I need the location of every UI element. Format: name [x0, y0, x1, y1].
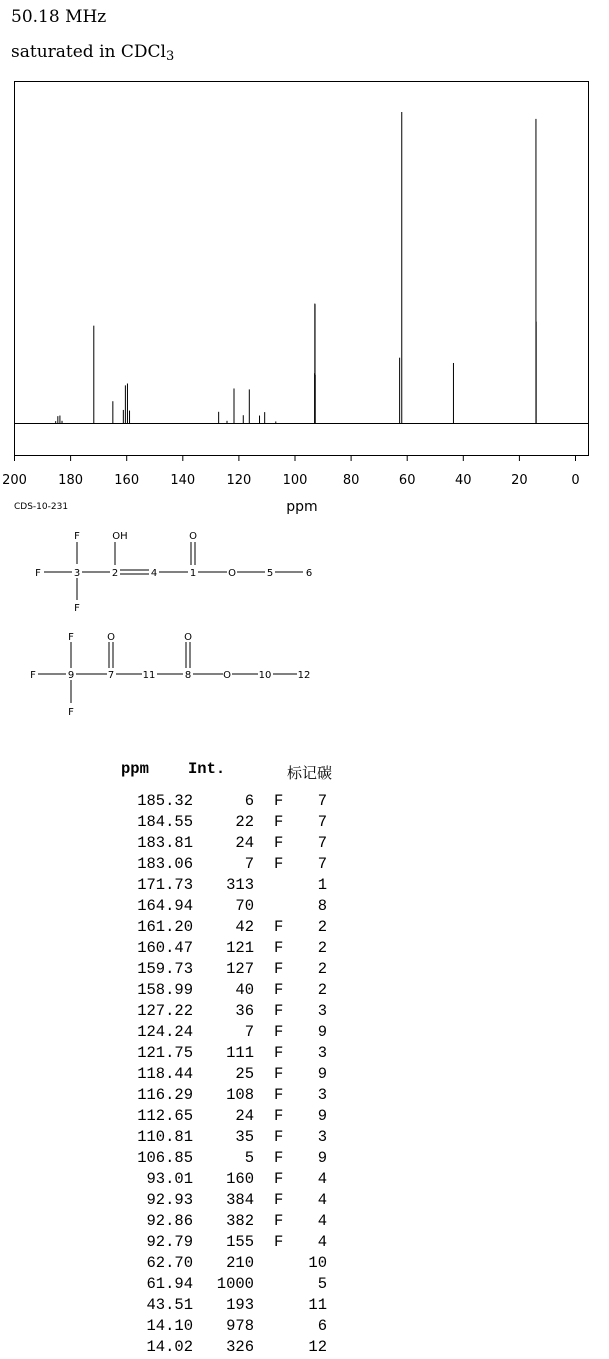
row-carbon-label: 8: [317, 897, 327, 915]
row-carbon-label: 3: [317, 1086, 327, 1104]
x-tick-label-0: 0: [571, 473, 580, 488]
row-intensity: 70: [235, 897, 254, 915]
mol1-atom-f-top: F: [74, 531, 80, 542]
col-header-intensity: Int.: [188, 760, 226, 778]
row-fluorine-flag: F: [274, 855, 284, 873]
mol2-atom-c10: 10: [258, 670, 272, 681]
row-intensity: 382: [226, 1212, 254, 1230]
row-ppm: 183.81: [137, 834, 193, 852]
row-ppm: 106.85: [137, 1149, 193, 1167]
row-ppm: 185.32: [137, 792, 193, 810]
row-carbon-label: 7: [317, 834, 327, 852]
row-ppm: 171.73: [137, 876, 193, 894]
molecule-structures: [0, 520, 360, 720]
row-ppm: 160.47: [137, 939, 193, 957]
mol1-atom-c4: 4: [150, 568, 158, 579]
mol2-atom-f-bottom: F: [68, 707, 74, 718]
row-fluorine-flag: F: [274, 1233, 284, 1251]
row-intensity: 160: [226, 1170, 254, 1188]
row-carbon-label: 4: [317, 1233, 327, 1251]
x-tick-label-200: 200: [2, 473, 27, 488]
mol2-atom-c7: 7: [107, 670, 115, 681]
mol1-bonds: [44, 542, 303, 600]
row-ppm: 164.94: [137, 897, 193, 915]
row-intensity: 121: [226, 939, 254, 957]
row-intensity: 7: [244, 1023, 254, 1041]
row-carbon-label: 1: [317, 876, 327, 894]
row-ppm: 118.44: [137, 1065, 193, 1083]
row-carbon-label: 4: [317, 1191, 327, 1209]
mol1-atom-o-ester: O: [228, 568, 236, 579]
mol2-atom-o8: O: [184, 632, 192, 643]
mol2-atom-c8: 8: [184, 670, 192, 681]
row-fluorine-flag: F: [274, 792, 284, 810]
row-carbon-label: 3: [317, 1002, 327, 1020]
row-carbon-label: 9: [317, 1149, 327, 1167]
plot-frame: [15, 82, 589, 456]
row-ppm: 93.01: [146, 1170, 193, 1188]
row-intensity: 25: [235, 1065, 254, 1083]
row-fluorine-flag: F: [274, 1128, 284, 1146]
row-carbon-label: 3: [317, 1044, 327, 1062]
row-ppm: 92.86: [146, 1212, 193, 1230]
row-intensity: 5: [244, 1149, 254, 1167]
row-carbon-label: 2: [317, 981, 327, 999]
solvent-text: saturated in CDCl: [11, 42, 166, 62]
row-carbon-label: 6: [317, 1317, 327, 1335]
row-carbon-label: 2: [317, 939, 327, 957]
x-tick-label-80: 80: [342, 473, 360, 488]
row-intensity: 22: [235, 813, 254, 831]
row-ppm: 159.73: [137, 960, 193, 978]
mol1-atom-oh: OH: [112, 531, 128, 542]
row-carbon-label: 2: [317, 918, 327, 936]
mol1-atom-o-carbonyl: O: [189, 531, 197, 542]
row-fluorine-flag: F: [274, 1002, 284, 1020]
row-fluorine-flag: F: [274, 1191, 284, 1209]
nmr-spectrum-chart: [0, 0, 609, 520]
mol1-atom-c5: 5: [266, 568, 274, 579]
row-ppm: 116.29: [137, 1086, 193, 1104]
x-tick-label-100: 100: [282, 473, 308, 488]
mol1-atom-c2: 2: [111, 568, 119, 579]
spectrometer-frequency: 50.18 MHz: [11, 7, 107, 27]
mol1-atom-c1: 1: [189, 568, 197, 579]
row-intensity: 108: [226, 1086, 254, 1104]
mol2-atom-f-top: F: [68, 632, 74, 643]
row-fluorine-flag: F: [274, 981, 284, 999]
row-intensity: 978: [226, 1317, 254, 1335]
row-intensity: 35: [235, 1128, 254, 1146]
row-ppm: 14.10: [146, 1317, 193, 1335]
row-ppm: 127.22: [137, 1002, 193, 1020]
row-carbon-label: 9: [317, 1065, 327, 1083]
row-ppm: 112.65: [137, 1107, 193, 1125]
mol2-atom-c12: 12: [297, 670, 311, 681]
row-fluorine-flag: F: [274, 834, 284, 852]
row-carbon-label: 9: [317, 1107, 327, 1125]
mol1-atom-f-left: F: [35, 568, 41, 579]
row-ppm: 62.70: [146, 1254, 193, 1272]
row-fluorine-flag: F: [274, 1149, 284, 1167]
row-intensity: 210: [226, 1254, 254, 1272]
x-tick-label-160: 160: [114, 473, 140, 488]
row-intensity: 40: [235, 981, 254, 999]
row-intensity: 384: [226, 1191, 254, 1209]
peak-group: [56, 112, 536, 423]
row-ppm: 183.06: [137, 855, 193, 873]
x-axis-ticks: [2, 455, 580, 488]
row-ppm: 121.75: [137, 1044, 193, 1062]
row-fluorine-flag: F: [274, 939, 284, 957]
mol1-atom-f-bottom: F: [74, 603, 80, 614]
row-ppm: 124.24: [137, 1023, 193, 1041]
row-intensity: 7: [244, 855, 254, 873]
row-ppm: 184.55: [137, 813, 193, 831]
x-tick-label-120: 120: [226, 473, 252, 488]
mol2-atom-f-left: F: [30, 670, 36, 681]
solvent-subscript: 3: [165, 49, 175, 64]
row-carbon-label: 3: [317, 1128, 327, 1146]
row-ppm: 158.99: [137, 981, 193, 999]
row-fluorine-flag: F: [274, 1107, 284, 1125]
row-intensity: 24: [235, 834, 254, 852]
mol2-atom-o-ester: O: [223, 670, 231, 681]
row-carbon-label: 2: [317, 960, 327, 978]
row-intensity: 111: [226, 1044, 254, 1062]
mol1-atom-c6: 6: [305, 568, 313, 579]
row-intensity: 6: [244, 792, 254, 810]
row-intensity: 326: [226, 1338, 254, 1356]
row-fluorine-flag: F: [274, 813, 284, 831]
row-ppm: 61.94: [146, 1275, 193, 1293]
row-fluorine-flag: F: [274, 1065, 284, 1083]
col-header-ppm: ppm: [121, 760, 149, 778]
row-carbon-label: 7: [317, 792, 327, 810]
row-intensity: 24: [235, 1107, 254, 1125]
row-ppm: 161.20: [137, 918, 193, 936]
x-axis-label: ppm: [286, 499, 318, 515]
row-intensity: 193: [226, 1296, 254, 1314]
x-tick-label-20: 20: [511, 473, 528, 488]
row-fluorine-flag: F: [274, 1044, 284, 1062]
row-carbon-label: 7: [317, 813, 327, 831]
mol2-atom-c9: 9: [67, 670, 75, 681]
mol2-atom-o7: O: [107, 632, 115, 643]
row-carbon-label: 5: [317, 1275, 327, 1293]
row-ppm: 92.79: [146, 1233, 193, 1251]
col-header-carbon: 标记碳: [287, 764, 333, 782]
row-ppm: 92.93: [146, 1191, 193, 1209]
row-ppm: 14.02: [146, 1338, 193, 1356]
row-intensity: 36: [235, 1002, 254, 1020]
row-intensity: 313: [226, 876, 254, 894]
row-ppm: 43.51: [146, 1296, 193, 1314]
row-carbon-label: 10: [308, 1254, 327, 1272]
row-carbon-label: 4: [317, 1212, 327, 1230]
row-intensity: 155: [226, 1233, 254, 1251]
row-carbon-label: 11: [308, 1296, 327, 1314]
row-intensity: 1000: [216, 1275, 254, 1293]
x-tick-label-60: 60: [398, 473, 416, 488]
x-tick-label-40: 40: [455, 473, 472, 488]
row-carbon-label: 7: [317, 855, 327, 873]
row-fluorine-flag: F: [274, 1170, 284, 1188]
row-intensity: 127: [226, 960, 254, 978]
x-tick-label-140: 140: [170, 473, 196, 488]
row-ppm: 110.81: [137, 1128, 193, 1146]
mol1-atom-c3: 3: [73, 568, 81, 579]
row-carbon-label: 4: [317, 1170, 327, 1188]
catalog-code: CDS-10-231: [14, 502, 69, 512]
row-carbon-label: 9: [317, 1023, 327, 1041]
row-fluorine-flag: F: [274, 1086, 284, 1104]
mol2-atom-c11: 11: [142, 670, 156, 681]
row-carbon-label: 12: [308, 1338, 327, 1356]
x-tick-label-180: 180: [58, 473, 84, 488]
row-fluorine-flag: F: [274, 918, 284, 936]
row-intensity: 42: [235, 918, 254, 936]
row-fluorine-flag: F: [274, 1212, 284, 1230]
row-fluorine-flag: F: [274, 1023, 284, 1041]
row-fluorine-flag: F: [274, 960, 284, 978]
